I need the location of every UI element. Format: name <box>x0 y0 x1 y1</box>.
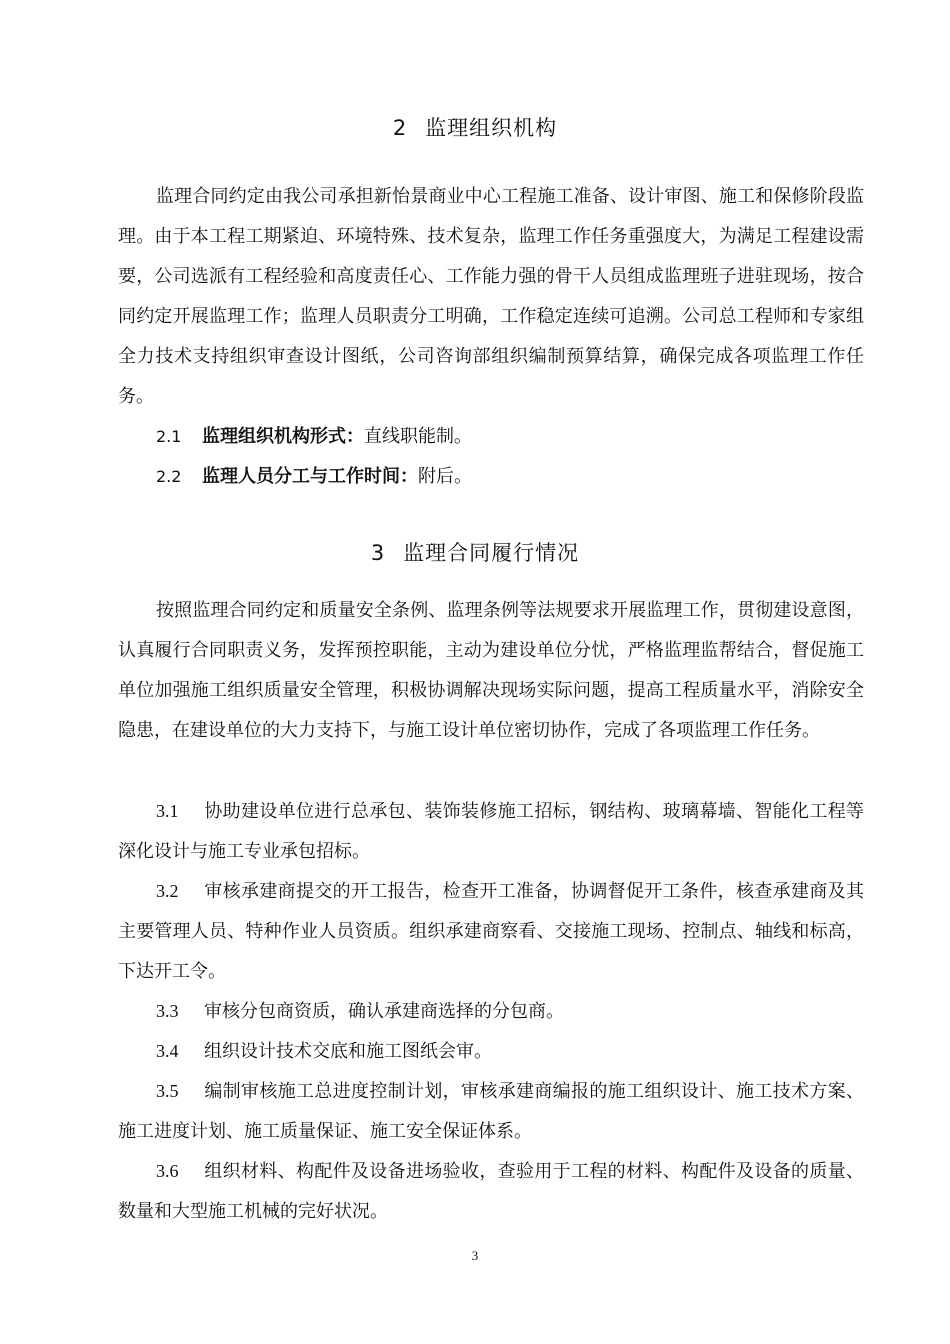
item-number: 3.5 <box>156 1081 179 1101</box>
section-3-title: 监理合同履行情况 <box>403 541 580 565</box>
list-item <box>118 991 864 1032</box>
section-2-title: 监理组织机构 <box>425 116 558 140</box>
section-2-number: 2 <box>392 116 408 140</box>
item-number: 3.2 <box>156 881 179 901</box>
subsection-number: 2.1 <box>156 427 182 446</box>
subsection-label: 监理组织机构形式： <box>202 426 364 447</box>
list-item <box>118 1031 864 1072</box>
item-number: 3.4 <box>156 1041 179 1061</box>
page-number: 3 <box>471 1248 479 1263</box>
item-text: 编制审核施工总进度控制计划，审核承建商编报的施工组织设计、施工技术方案、施工进度计划、施工质量保证、施工安全保证体系。 <box>118 1081 864 1142</box>
item-number: 3.1 <box>156 801 179 821</box>
subsection-value: 直线职能制。 <box>364 426 472 447</box>
item-text: 协助建设单位进行总承包、装饰装修施工招标，钢结构、玻璃幕墙、智能化工程等深化设计与施工专业承包招标。 <box>118 801 864 862</box>
item-text: 组织设计技术交底和施工图纸会审。 <box>204 1041 492 1062</box>
item-text: 审核承建商提交的开工报告，检查开工准备，协调督促开工条件，核查承建商及其主要管理人员、特种作业人员资质。组织承建商察看、交接施工现场、控制点、轴线和标高，下达开工令。 <box>118 881 864 982</box>
list-item <box>118 1071 864 1152</box>
section-2-heading <box>0 112 950 142</box>
section-3-paragraph: 按照监理合同约定和质量安全条例、监理条例等法规要求开展监理工作，贯彻建设意图，认真履行合同职责义务，发挥预控职能，主动为建设单位分忧，严格监理监帮结合，督促施工单位加强施工组织质量安全管理，积极协调解决现场实际问题，提高工程质量水平，消除安全隐患，在建设单位的大力支持下，与施工设计单位密切协作，完成了各项监理工作任务。 <box>118 600 864 741</box>
list-item <box>118 1151 864 1232</box>
list-item <box>118 791 864 872</box>
subsection-label: 监理人员分工与工作时间： <box>202 466 418 487</box>
item-number: 3.6 <box>156 1161 179 1181</box>
list-item <box>118 871 864 992</box>
section-2-paragraph: 监理合同约定由我公司承担新怡景商业中心工程施工准备、设计审图、施工和保修阶段监理。由于本工程工期紧迫、环境特殊、技术复杂，监理工作任务重强度大，为满足工程建设需要，公司选派有工程经验和高度责任心、工作能力强的骨干人员组成监理班子进驻现场，按合同约定开展监理工作；监理人员职责分工明确，工作稳定连续可追溯。公司总工程师和专家组全力技术支持组织审查设计图纸，公司咨询部组织编制预算结算，确保完成各项监理工作任务。 <box>118 186 864 407</box>
subsection-value: 附后。 <box>418 466 472 487</box>
section-3-heading <box>0 537 950 567</box>
item-text: 组织材料、构配件及设备进场验收，查验用于工程的材料、构配件及设备的质量、数量和大型施工机械的完好状况。 <box>118 1161 864 1222</box>
item-text: 审核分包商资质，确认承建商选择的分包商。 <box>204 1001 564 1022</box>
subsection-number: 2.2 <box>156 467 182 486</box>
subsection-2-1 <box>156 417 472 457</box>
item-number: 3.3 <box>156 1001 179 1021</box>
subsection-2-2 <box>156 457 472 497</box>
section-3-number: 3 <box>370 541 386 565</box>
